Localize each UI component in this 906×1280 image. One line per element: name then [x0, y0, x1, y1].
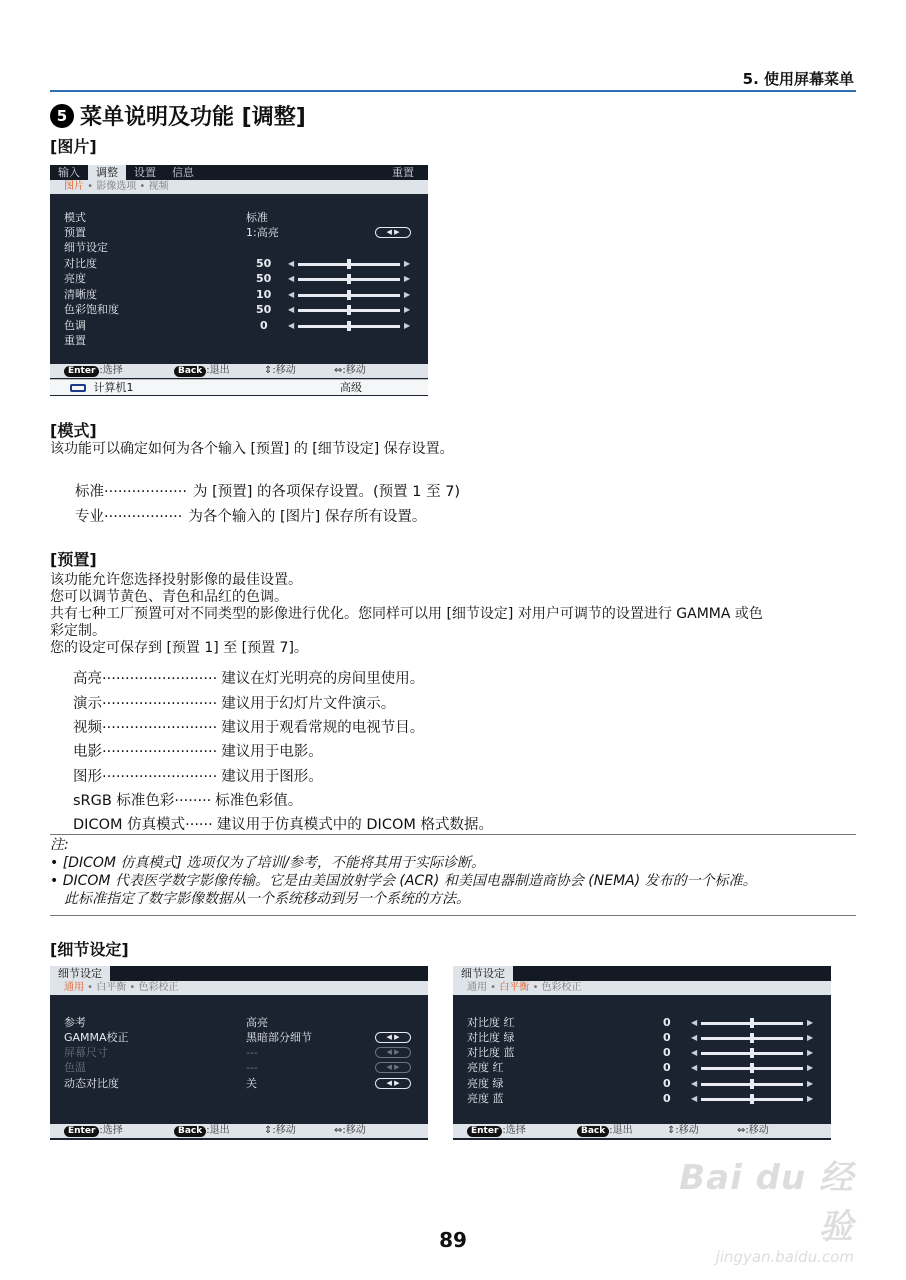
- slider-left-arrow-icon[interactable]: ◀: [288, 305, 295, 314]
- slider-right-arrow-icon[interactable]: ▶: [807, 1033, 814, 1042]
- footer-move-vertical: ⇕:移动: [264, 365, 296, 376]
- menu-subtabs: [50, 981, 428, 995]
- slider-knob[interactable]: [750, 1063, 754, 1073]
- footer-select: :选择: [502, 1125, 526, 1136]
- left-right-arrows-icon[interactable]: ◀ ▶: [375, 1078, 411, 1089]
- brightness-slider[interactable]: [288, 273, 412, 285]
- menu-row-value: 50: [256, 272, 272, 285]
- menu-subtabs: [50, 180, 428, 194]
- contrast-blue-slider[interactable]: [691, 1047, 815, 1059]
- preset-item: [73, 667, 424, 688]
- preset-item-desc: 建议用于图形。: [221, 769, 323, 785]
- menu-row-value: 0: [663, 1046, 671, 1059]
- menu-row-label[interactable]: 亮度 绿: [467, 1077, 504, 1090]
- menu-row-label[interactable]: 动态对比度: [64, 1077, 119, 1090]
- preset-item-term: DICOM 仿真模式: [73, 817, 186, 833]
- preset-item-term: sRGB 标准色彩: [73, 793, 175, 809]
- menu-row-value: 标准: [246, 211, 268, 224]
- slider-left-arrow-icon[interactable]: ◀: [691, 1079, 698, 1088]
- preset-item-term: 电影: [73, 744, 102, 760]
- menu-row-label[interactable]: 参考: [64, 1016, 86, 1029]
- menu-row-value: 0: [663, 1061, 671, 1074]
- preset-item-term: 视频: [73, 720, 102, 736]
- header-rule: [50, 90, 856, 92]
- subtab-color-correction[interactable]: • 色彩校正: [529, 982, 582, 993]
- mode-heading: [模式]: [50, 421, 97, 440]
- preset-line: 您可以调节黄色、青色和品红的色调。: [50, 589, 288, 605]
- enter-key-icon: Enter: [64, 1126, 99, 1137]
- tab-detail-settings[interactable]: 细节设定: [50, 966, 110, 981]
- menu-footer: [50, 1124, 428, 1138]
- subtab-rest[interactable]: • 影像选项 • 视频: [84, 181, 169, 192]
- leader-dots: .................: [104, 505, 183, 521]
- subtab-white-balance[interactable]: 白平衡: [499, 982, 530, 993]
- menu-row-value: 0: [663, 1031, 671, 1044]
- menu-row-value: 50: [256, 257, 272, 270]
- preset-item: [73, 765, 323, 786]
- mode-item: [75, 480, 460, 501]
- leader-dots: ......: [185, 813, 213, 829]
- menu-footer: [453, 1124, 831, 1138]
- footer-move-horizontal: ⇔:移动: [334, 1125, 366, 1136]
- slider-left-arrow-icon[interactable]: ◀: [288, 321, 295, 330]
- slider-right-arrow-icon[interactable]: ▶: [404, 274, 411, 283]
- slider-left-arrow-icon[interactable]: ◀: [691, 1048, 698, 1057]
- preset-item: [73, 813, 493, 834]
- hue-slider[interactable]: [288, 320, 412, 332]
- subtab-picture[interactable]: 图片: [64, 181, 84, 192]
- menu-row-value: 高亮: [246, 1016, 268, 1029]
- menu-row-label[interactable]: 亮度 红: [467, 1061, 504, 1074]
- computer-source-icon: [70, 384, 86, 392]
- footer-move-vertical: ⇕:移动: [667, 1125, 699, 1136]
- menu-row-label[interactable]: 重置: [64, 334, 86, 347]
- menu-row-value: 0: [663, 1092, 671, 1105]
- menu-tabbar: [50, 165, 428, 180]
- detail-heading: [细节设定]: [50, 940, 129, 959]
- status-level: 高级: [340, 381, 362, 394]
- menu-row-value: ---: [246, 1061, 258, 1074]
- menu-row-label[interactable]: 对比度: [64, 257, 97, 270]
- preset-item-desc: 建议用于电影。: [221, 744, 323, 760]
- slider-knob[interactable]: [347, 321, 351, 331]
- menu-row-value: 1:高亮: [246, 226, 279, 239]
- menu-row-label[interactable]: 对比度 红: [467, 1016, 515, 1029]
- slider-left-arrow-icon[interactable]: ◀: [691, 1033, 698, 1042]
- tab-adjust[interactable]: 调整: [88, 165, 126, 180]
- slider-right-arrow-icon[interactable]: ▶: [807, 1048, 814, 1057]
- leader-dots: .........................: [102, 716, 218, 732]
- menu-row-label[interactable]: 细节设定: [64, 241, 108, 254]
- sharpness-slider[interactable]: [288, 289, 412, 301]
- detail-general-menu-screenshot: [50, 966, 428, 1140]
- slider-left-arrow-icon[interactable]: ◀: [691, 1094, 698, 1103]
- enter-key-icon: Enter: [467, 1126, 502, 1137]
- slider-right-arrow-icon[interactable]: ▶: [807, 1079, 814, 1088]
- leader-dots: ..................: [104, 480, 187, 496]
- back-key-icon: Back: [174, 1126, 206, 1137]
- footer-move-horizontal: ⇔:移动: [737, 1125, 769, 1136]
- footer-move-horizontal: ⇔:移动: [334, 365, 366, 376]
- preset-item-term: 高亮: [73, 671, 102, 687]
- note-bottom-rule: [50, 915, 856, 916]
- footer-select: :选择: [99, 1125, 123, 1136]
- menu-tabbar: [50, 966, 428, 981]
- note-block: [50, 836, 860, 908]
- left-right-arrows-icon[interactable]: ◀ ▶: [375, 1032, 411, 1043]
- mode-item: [75, 505, 426, 526]
- tab-detail-settings[interactable]: 细节设定: [453, 966, 513, 981]
- left-right-arrows-icon: ◀ ▶: [375, 1047, 411, 1058]
- brightness-red-slider[interactable]: [691, 1062, 815, 1074]
- preset-item: [73, 789, 302, 810]
- preset-line: 您的设定可保存到 [预置 1] 至 [预置 7]。: [50, 640, 308, 656]
- page-number: 89: [439, 1228, 467, 1252]
- menu-row-label[interactable]: 色调: [64, 319, 86, 332]
- menu-row-value: 10: [256, 288, 272, 301]
- left-right-arrows-icon: ◀ ▶: [375, 1062, 411, 1073]
- preset-item-term: 图形: [73, 769, 102, 785]
- tab-setup[interactable]: 设置: [134, 166, 156, 179]
- picture-menu-screenshot: [50, 165, 428, 396]
- leader-dots: .........................: [102, 740, 218, 756]
- slider-knob[interactable]: [750, 1048, 754, 1058]
- picture-heading: [图片]: [50, 137, 97, 156]
- leader-dots: .........................: [102, 765, 218, 781]
- preset-item-desc: 建议用于观看常规的电视节目。: [221, 720, 425, 736]
- menu-row-value: 0: [663, 1016, 671, 1029]
- subtab-rest[interactable]: • 白平衡 • 色彩校正: [84, 982, 179, 993]
- slider-knob[interactable]: [750, 1033, 754, 1043]
- menu-row-label[interactable]: 清晰度: [64, 288, 97, 301]
- back-key-icon: Back: [577, 1126, 609, 1137]
- menu-row-label: 屏幕尺寸: [64, 1046, 108, 1059]
- menu-row-value: 黑暗部分细节: [246, 1031, 312, 1044]
- menu-tabbar: [453, 966, 831, 981]
- slider-knob[interactable]: [347, 259, 351, 269]
- slider-right-arrow-icon[interactable]: ▶: [404, 290, 411, 299]
- menu-row-label[interactable]: 模式: [64, 211, 86, 224]
- section-title: [50, 100, 306, 131]
- menu-row-value: 50: [256, 303, 272, 316]
- menu-subtabs: [453, 981, 831, 995]
- slider-left-arrow-icon[interactable]: ◀: [288, 274, 295, 283]
- brightness-blue-slider[interactable]: [691, 1093, 815, 1105]
- slider-knob[interactable]: [750, 1079, 754, 1089]
- menu-row-value: 关: [246, 1077, 257, 1090]
- mode-item-desc: 为 [预置] 的各项保存设置。(预置 1 至 7): [192, 484, 461, 500]
- watermark-logo: Bai du 经验: [679, 1158, 854, 1247]
- slider-knob[interactable]: [347, 305, 351, 315]
- mode-item-desc: 为各个输入的 [图片] 保存所有设置。: [188, 509, 427, 525]
- note-item: • [DICOM 仿真模式] 选项仅为了培训/参考，不能将其用于实际诊断。: [50, 855, 486, 871]
- mode-item-term: 专业: [75, 509, 104, 525]
- status-source: 计算机1: [93, 381, 134, 394]
- preset-item-desc: 标准色彩值。: [215, 793, 303, 809]
- enter-key-icon: Enter: [64, 366, 99, 377]
- slider-left-arrow-icon[interactable]: ◀: [691, 1063, 698, 1072]
- brightness-green-slider[interactable]: [691, 1078, 815, 1090]
- menu-statusbar: [50, 379, 428, 395]
- menu-row-value: 0: [260, 319, 268, 332]
- slider-right-arrow-icon[interactable]: ▶: [404, 321, 411, 330]
- mode-intro: 该功能可以确定如何为各个输入 [预置] 的 [细节设定] 保存设置。: [50, 441, 454, 457]
- detail-white-balance-menu-screenshot: [453, 966, 831, 1140]
- preset-item-desc: 建议在灯光明亮的房间里使用。: [221, 671, 425, 687]
- preset-item-desc: 建议用于仿真模式中的 DICOM 格式数据。: [216, 817, 493, 833]
- menu-row-label[interactable]: 色彩饱和度: [64, 303, 119, 316]
- menu-row-value: 0: [663, 1077, 671, 1090]
- slider-left-arrow-icon[interactable]: ◀: [288, 290, 295, 299]
- tab-reset[interactable]: 重置: [392, 166, 414, 179]
- saturation-slider[interactable]: [288, 304, 412, 316]
- note-top-rule: [50, 834, 856, 835]
- slider-knob[interactable]: [347, 274, 351, 284]
- slider-knob[interactable]: [750, 1018, 754, 1028]
- tab-input[interactable]: 输入: [58, 166, 80, 179]
- note-item: • DICOM 代表医学数字影像传输。它是由美国放射学会 (ACR) 和美国电器制造商协会 (NEMA) 发布的一个标准。: [50, 873, 757, 889]
- preset-intro: [50, 572, 860, 657]
- slider-right-arrow-icon[interactable]: ▶: [404, 259, 411, 268]
- footer-move-vertical: ⇕:移动: [264, 1125, 296, 1136]
- slider-left-arrow-icon[interactable]: ◀: [691, 1018, 698, 1027]
- contrast-red-slider[interactable]: [691, 1017, 815, 1029]
- section-number-badge: 5: [50, 104, 74, 128]
- contrast-green-slider[interactable]: [691, 1032, 815, 1044]
- leader-dots: .........................: [102, 692, 218, 708]
- menu-row-label[interactable]: 预置: [64, 226, 86, 239]
- footer-select: :选择: [99, 365, 123, 376]
- preset-item: [73, 740, 323, 761]
- mode-item-term: 标准: [75, 484, 104, 500]
- menu-footer: [50, 364, 428, 378]
- preset-line: 该功能允许您选择投射影像的最佳设置。: [50, 572, 302, 588]
- back-key-icon: Back: [174, 366, 206, 377]
- section-title-text: 菜单说明及功能 [调整]: [80, 105, 306, 130]
- preset-line: 共有七种工厂预置可对不同类型的影像进行优化。您同样可以用 [细节设定] 对用户可调节的设置进行 GAMMA 或色: [50, 606, 763, 622]
- slider-right-arrow-icon[interactable]: ▶: [807, 1094, 814, 1103]
- preset-item-term: 演示: [73, 696, 102, 712]
- menu-row-label: 色温: [64, 1061, 86, 1074]
- slider-right-arrow-icon[interactable]: ▶: [807, 1018, 814, 1027]
- slider-left-arrow-icon[interactable]: ◀: [288, 259, 295, 268]
- preset-item: [73, 692, 395, 713]
- watermark-url: jingyan.baidu.com: [715, 1248, 854, 1266]
- slider-right-arrow-icon[interactable]: ▶: [807, 1063, 814, 1072]
- preset-item: [73, 716, 424, 737]
- leader-dots: .........................: [102, 667, 218, 683]
- leader-dots: ........: [174, 789, 212, 805]
- subtab-general[interactable]: 通用: [64, 982, 84, 993]
- menu-row-label[interactable]: 亮度 蓝: [467, 1092, 504, 1105]
- left-right-arrows-icon[interactable]: ◀ ▶: [375, 227, 411, 238]
- note-item: 此标准指定了数字影像数据从一个系统移动到另一个系统的方法。: [64, 891, 470, 907]
- menu-row-label[interactable]: GAMMA校正: [64, 1031, 129, 1044]
- footer-exit: :退出: [609, 1125, 633, 1136]
- slider-right-arrow-icon[interactable]: ▶: [404, 305, 411, 314]
- tab-info[interactable]: 信息: [172, 166, 194, 179]
- slider-knob[interactable]: [347, 290, 351, 300]
- preset-line: 彩定制。: [50, 623, 106, 639]
- footer-exit: :退出: [206, 365, 230, 376]
- footer-exit: :退出: [206, 1125, 230, 1136]
- contrast-slider[interactable]: [288, 258, 412, 270]
- slider-knob[interactable]: [750, 1094, 754, 1104]
- chapter-title: 5. 使用屏幕菜单: [742, 70, 854, 88]
- note-label: 注:: [50, 837, 69, 853]
- subtab-general[interactable]: 通用 •: [467, 982, 500, 993]
- menu-row-label[interactable]: 亮度: [64, 272, 86, 285]
- menu-row-label[interactable]: 对比度 绿: [467, 1031, 515, 1044]
- preset-item-desc: 建议用于幻灯片文件演示。: [221, 696, 396, 712]
- menu-row-label[interactable]: 对比度 蓝: [467, 1046, 515, 1059]
- menu-row-value: ---: [246, 1046, 258, 1059]
- preset-heading: [预置]: [50, 550, 97, 569]
